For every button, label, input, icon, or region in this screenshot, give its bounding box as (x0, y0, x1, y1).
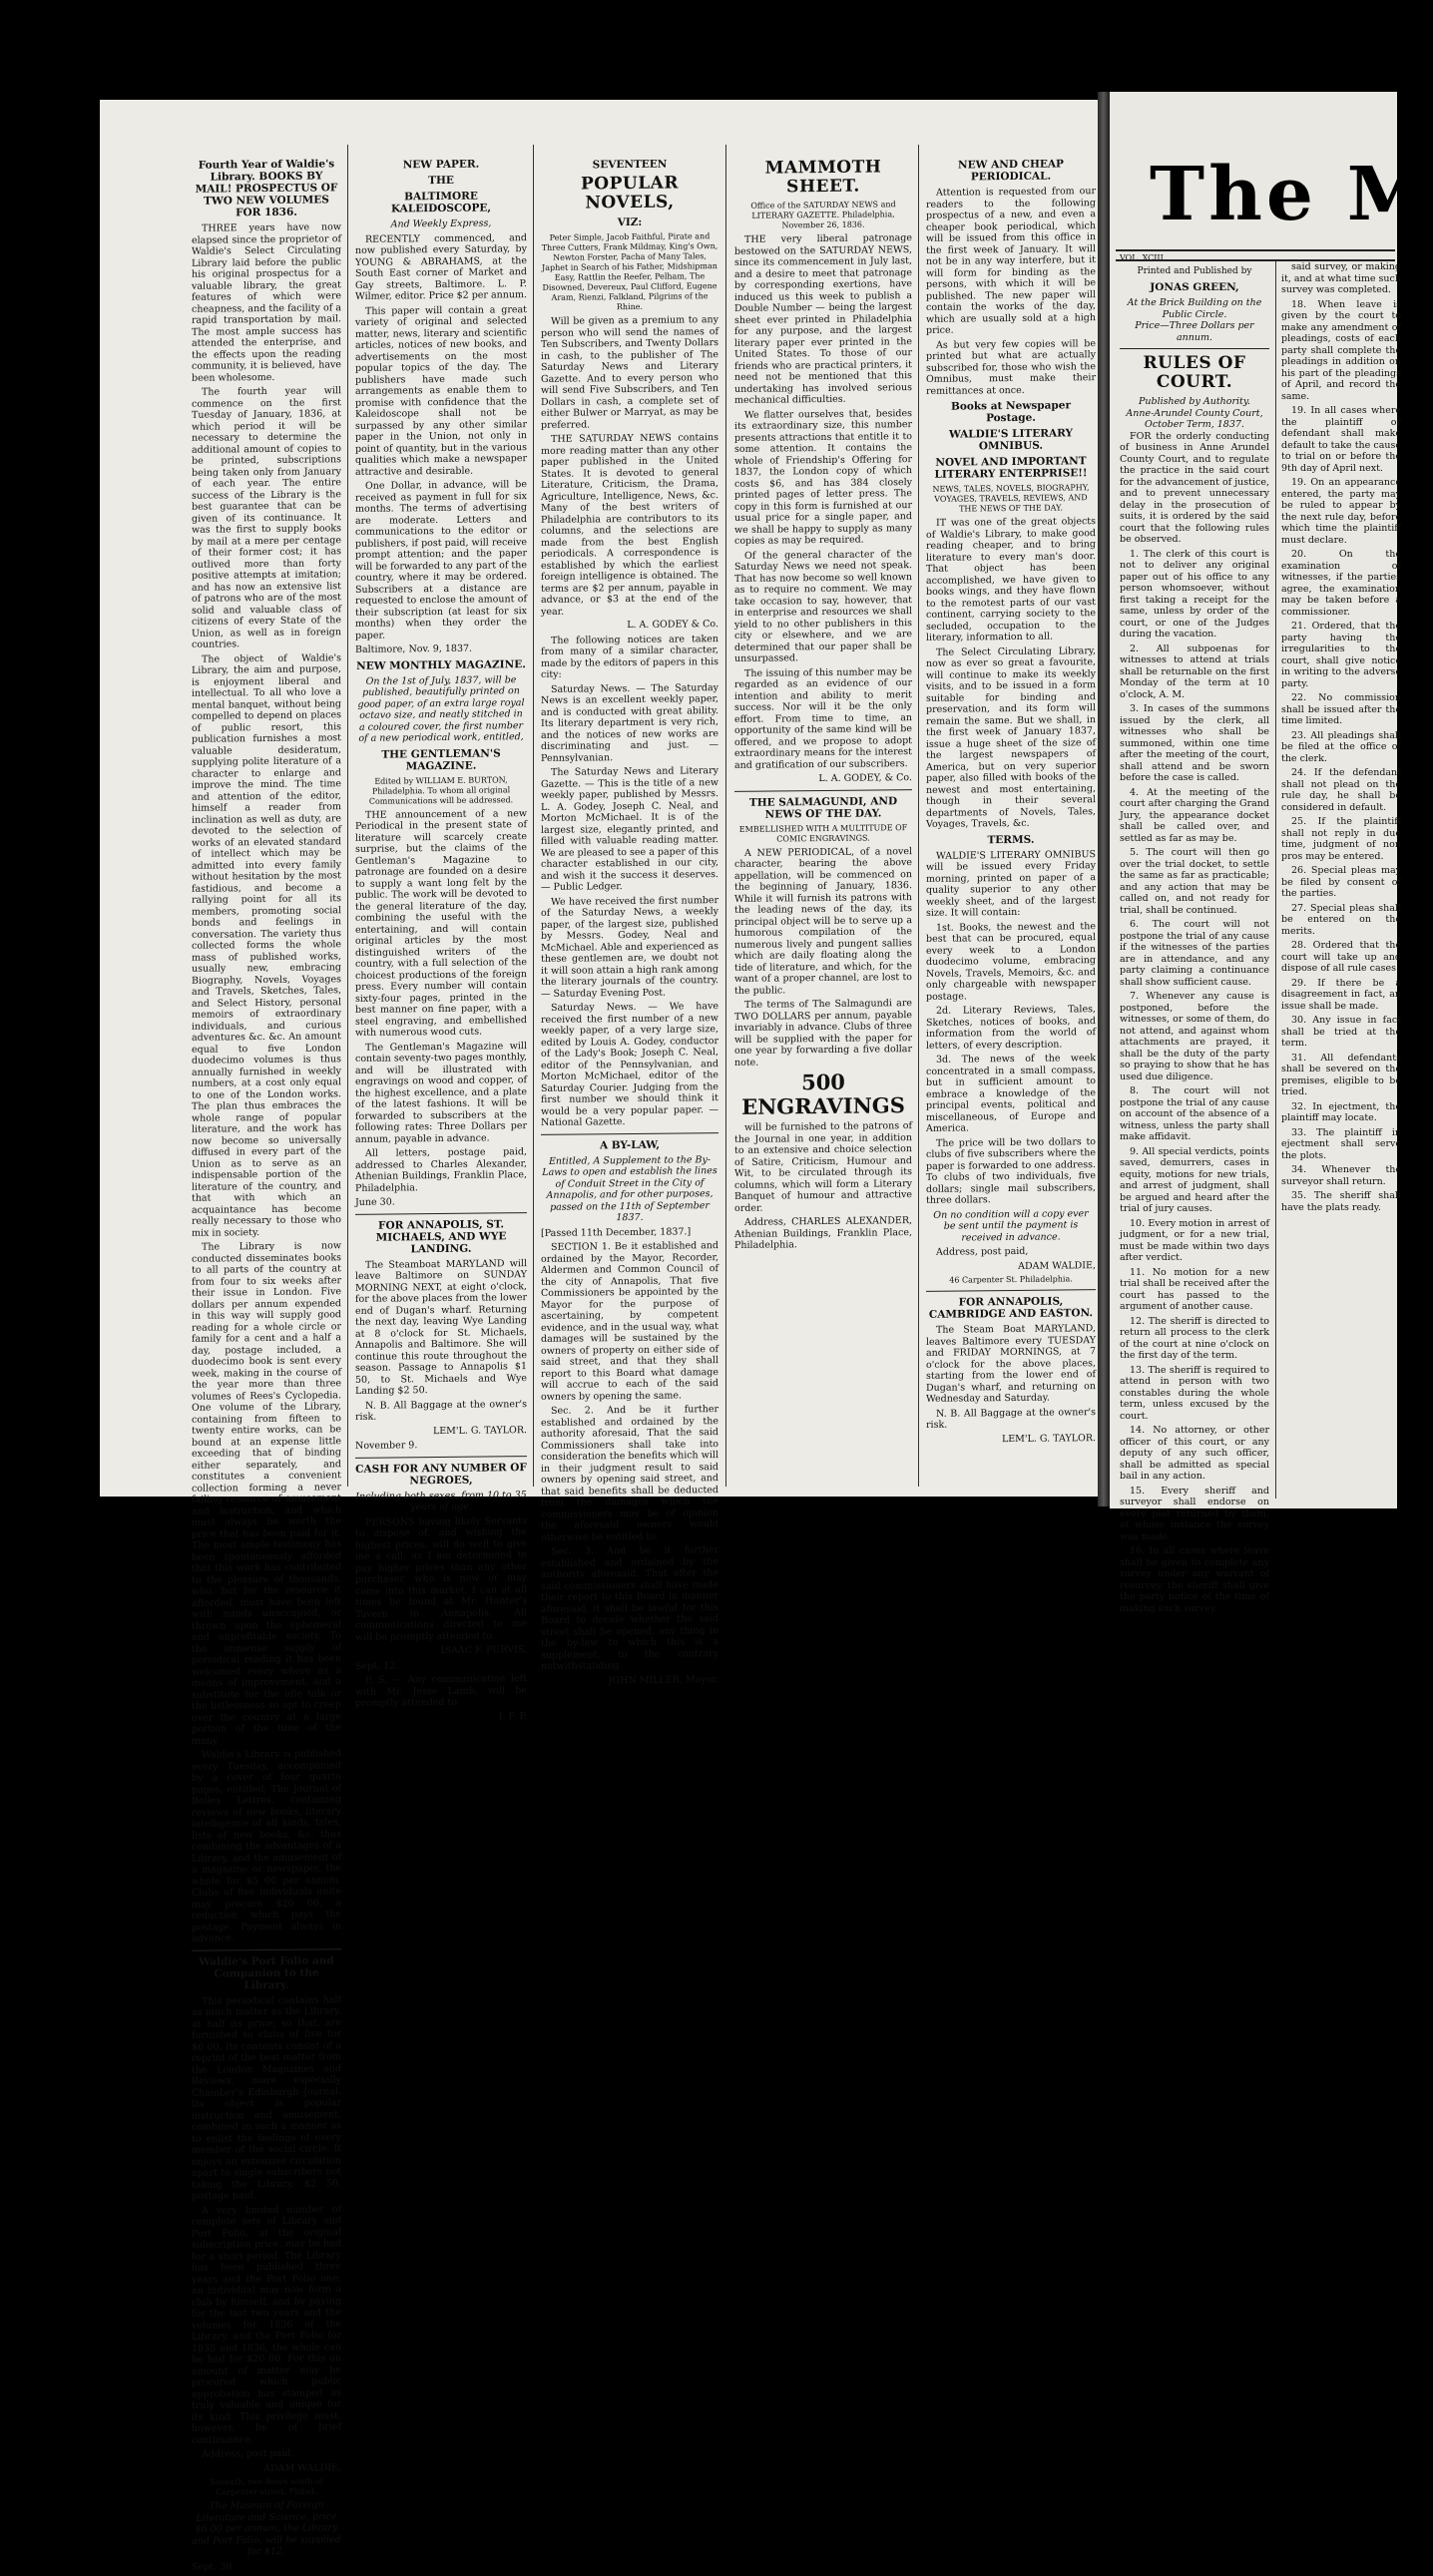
rules-list (1120, 431, 1269, 1615)
signature: L. A. GODEY, & Co. (818, 772, 912, 785)
column-5 (926, 154, 1096, 1449)
paragraph: IT was one of the great objects of Waldie's Library, to make good reading cheaper, and to bring literature to every man's door. That object has been accomplished, we have given to books wings, and they have flown to the remotest parts of our vast continent, carrying society to the secluded, occupation to the literary, information to all. (926, 516, 1096, 644)
paragraph: The object of Waldie's Library, the aim and purpose, is enjoyment liberal and intellectual. To all who love a mental banquet, without being compelled to depend on places of public resort, this publication furnishes a most valuable desideratum, supplying polite literature of a character to enlarge and improve the mind. The time and attention of the editor, himself a reader from inclination as well as duty, are devoted to the selection of works of an elevated standard of intellect which may be admitted into every family without hesitation by the most fastidious, and become a rallying point for all its members, promoting social bonds and feelings in conversation. The variety thus collected forms the whole mass of published works, usually new, embracing Biography, Novels, Voyages and Travels, Sketches, Tales, and Select History, personal memoirs of extraordinary individuals, and curious adventures &c. &c. An amount equal to five London duodecimo volumes is thus annually furnished in weekly numbers, at a cost only equal to one of the London works. The plan thus embraces the whole range of popular literature, and the work has now become so universally diffused in every part of the Union as to serve as an indispensable portion of the literature of the country, and that with which an acquaintance has become really necessary to those who mix in society. (192, 651, 341, 1239)
divider (926, 1289, 1096, 1292)
signature: LEM'L. G. TAYLOR. (432, 1424, 527, 1437)
dateline: Baltimore, Nov. 9, 1837. (355, 643, 473, 655)
dateline: Sept. 30 (192, 2560, 233, 2573)
small-caption: NEWS, TALES, NOVELS, BIOGRAPHY, VOYAGES, TRAVELS, REVIEWS, AND THE NEWS OF THE DAY. (932, 483, 1090, 514)
column-rule (725, 145, 726, 1487)
paragraph: A NEW PERIODICAL, of a novel character, bearing the above appellation, will be commenced on the beginning of January, 1836. While it will furnish its patrons with the leading news of the day, its principal object will be to serve up a humorous compilation of the numerous lively and pungent sallies which are daily floating along the tide of literature, and which, for the want of a proper channel, are lost to the public. (734, 845, 912, 997)
court-rule: 11. No motion for a new trial shall be received after the court has passed to the argument of another cause. (1120, 1266, 1269, 1312)
paragraph: 1st. Books, the newest and the best that can be procured, equal every week to a London duodecimo volume, embracing Novels, Travels, Memoirs, &c. and only chargeable with newspaper postage. (926, 920, 1096, 1003)
court-rule: 21. Ordered, that the party having the irregularities to the court, shall give notice in writing to the adverse party. (1281, 621, 1401, 689)
headline: VIZ: (617, 215, 643, 229)
court-rule: 7. Whenever any cause is postponed, before the witnesses, or some of them, do not attend, and against whom attachments are prayed, it shall be the duty of the party so praying to show that he has used due diligence. (1120, 991, 1269, 1082)
rules-continued-column (1281, 261, 1401, 1216)
court-rule: 20. On the examination of witnesses, if the parties agree, the examination may be taken before a commissioner. (1281, 549, 1401, 618)
court-term-line: Anne-Arundel County Court, October Term, 1837. (1126, 407, 1263, 430)
court-rule: 8. The court will not postpone the trial of any cause on account of the absence of a witness, unless the party shall make affidavit. (1120, 1085, 1269, 1142)
column-rule (918, 145, 919, 1487)
paragraph: Sec. 2. And be it further established and ordained by the authority aforesaid, That the said Commissioners shall take into consideration the benefits which will in their judgment result to said owners by opening said street, and that said benefits shall be deducted from the damages which the commissioners may be of opinion the aforesaid owners would otherwise be entitled to. (541, 1404, 718, 1543)
italic-notice: The Museum of Foreign Literature and Science, price $6 00 per annum, the Library and Port Folio, will be supplied for $12. (192, 2499, 341, 2558)
display-headline: 500 ENGRAVINGS (741, 1069, 905, 1119)
rules-of-court-column (1120, 261, 1269, 1617)
masthead: The M (1150, 152, 1433, 237)
imprint-line: Printed and Published by (1137, 266, 1252, 276)
headline: Fourth Year of Waldie's Library. BOOKS BY MAIL! PROSPECTUS OF TWO NEW VOLUMES FOR 1836. (195, 158, 338, 219)
italic-notice: Entitled, A Supplement to the By-Laws to open and establish the lines of Conduit Street in the City of Annapolis, and for other purposes, passed on the 11th of September 1837. (542, 1153, 717, 1224)
column-1 (192, 154, 341, 2576)
divider (1120, 348, 1269, 349)
court-rule: 22. No commission shall be issued after the time limited. (1281, 692, 1401, 726)
paragraph: A very limited number of complete sets of Library and Port Folio, at the original subscription price, may be had for a short period. The Library has been published three years and the Port Folio one; an individual may now form a club by himself, and by paying for the last two years and the volumes for 1836 of the Library, and the Port Folio for 1835 and 1836, the whole can be had for $20 00. For this an amount of matter may be procured which public approbation has stamped as truly valuable and unique for its kind. This privilege must, however, be of brief continuance. (192, 2203, 341, 2446)
court-rule: 24. If the defendant shall not plead on the rule day, he shall be considered in default. (1281, 767, 1401, 813)
paragraph: The Saturday News and Literary Gazette. — This is the title of a new weekly paper, published by Messrs. L. A. Godey, Joseph C. Neal, and Morton McMichael. It is of the largest size, elegantly printed, and filled with valuable reading matter. We are pleased to see a paper of this character established in our city, and wish it the success it deserves. — Public Ledger. (541, 765, 718, 893)
court-rule: 1. The clerk of this court is not to deliver any original paper out of his office to any person whomsoever, without first taking a receipt for the same, unless by order of the court, or one of the Judges during the vacation. (1120, 548, 1269, 640)
paragraph: Sec. 3. And be it further established and ordained by the authority aforesaid, That after the said commissioners shall have made their report to this Board in manner aforesaid, it shall be lawful for this Board to decide whether the said street shall be opened, any thing in the by-law to which this is a supplement, to the contrary notwithstanding. (541, 1544, 718, 1672)
paragraph: SECTION 1. Be it established and ordained by the Mayor, Recorder, Aldermen and Common Council of the city of Annapolis, That five Commissioners be appointed by the Mayor for the purpose of ascertaining, by competent evidence, and in the usual way, what damages will be sustained by the owners of property on either side of said street, and that they shall report to this Board what damage will accrue to each of the said owners by opening the same. (541, 1240, 718, 1403)
court-rule: 33. The plaintiff in ejectment shall serve the plots. (1281, 1126, 1401, 1161)
court-rule: 32. In ejectment, the plaintiff may locate. (1281, 1100, 1401, 1123)
divider (192, 1948, 341, 1951)
signature: ADAM WALDIE, (1018, 1259, 1096, 1272)
italic-notice: And Weekly Express, (390, 217, 492, 230)
court-rule: 4. At the meeting of the court after charging the Grand Jury, the appearance docket shall be called over, and settled as far as may be. (1120, 786, 1269, 844)
column-rule (347, 145, 348, 1487)
headline: THE SALMAGUNDI, AND NEWS OF THE DAY. (748, 794, 898, 821)
dateline: [Passed 11th December, 1837.] (541, 1225, 692, 1239)
paragraph: The fourth year will commence on the first Tuesday of January, 1836, at which period it will be necessary to determine the additional amount of copies to be printed, subscriptions being taken only from January of each year. The entire success of the Library is the best guarantee that can be given of its continuance. It was the first to supply books by mail at a mere per centage of their former cost; it has outlived more than forty positive attempts at imitation; and has now an extensive list of patrons who are of the most solid and valuable class of citizens of every State of the Union, as well as in foreign countries. (192, 385, 341, 650)
dateline: Sept. 12. (355, 1659, 399, 1672)
divider (541, 1132, 718, 1135)
signature: ADAM WALDIE, (263, 2461, 341, 2474)
court-rule: 15. Every sheriff and surveyor shall endorse on every plat returned by them, at whose instance the survey was made. (1120, 1485, 1269, 1542)
court-rule: 34. Whenever the surveyor shall return. (1281, 1164, 1401, 1187)
column-2 (355, 154, 527, 1727)
dateline: November 9. (355, 1440, 418, 1452)
headline: NEW PAPER. (402, 158, 480, 172)
paragraph: The Gentleman's Magazine will contain seventy-two pages monthly, and will be illustrated with engravings on wood and copper, of the highest excellence, and a plate of the latest fashions. It will be forwarded to subscribers at the following rates: Three Dollars per annum, payable in advance. (355, 1040, 527, 1145)
signature: JOHN MILLER, Mayor. (608, 1673, 718, 1686)
paragraph: Attention is requested from our readers to the following prospectus of a new, and even a cheaper book periodical, which will be issued from this office in the first week of January. It will not be in any way interfere, but it will form for binding as the persons, with which it will be published. The new paper will contain the works of the day, which are usually sold at a high price. (926, 186, 1096, 336)
column-4 (734, 154, 912, 1254)
paragraph: The terms of The Salmagundi are TWO DOLLARS per annum, payable invariably in advance. Clubs of three will be supplied with the paper for one year by forwarding a five dollar note. (734, 998, 912, 1069)
paragraph: This periodical contains half as much matter as the Library, at half its price; so that, are furnished to clubs of five for $6 00. Its contents consist of a reprint of the best matter from the London Magazines and Reviews, more especially Chamber's Edinburgh Journal. Its object is popular instruction and amusement, combined in such a manner as to enlist the feelings of every member of the social circle. It enjoys an extensive circulation apart to single subscribers not taking the Library, $2 50, postage paid. (192, 1993, 341, 2202)
paragraph: The Library is now conducted disseminates books to all parts of the country at from four to six weeks after their issue in London. Five dollars per annum expended in this way will supply good reading for a whole circle or family for a cent and a half a day, postage included, a duodecimo book is sent every week, making in the course of the year more than three volumes of Rees's Cyclopedia. One volume of the Library, containing from fifteen to twenty entire works, can be bound at an expense little exceeding that of binding either separately, and constitutes a convenient collection forming a never failing resource of amusement and instruction, and which must always be worth the price that has been paid for it. The most ample testimony has been spontaneously afforded that this work has contributed to the pleasure of thousands, who, but for the resource it afforded, must have been left with minds unoccupied, or thrown upon the ephemeral and unprofitable society. To the immense supply of periodical reading it has been welcomed every where as a means of improvement, and a substitute for the idle talk or the listlessness so apt to creep over the country at a large portion of the time of the many. (192, 1240, 341, 1747)
column-rule (1275, 261, 1276, 1499)
paragraph: Saturday News. — The Saturday News is an excellent weekly paper, and is conducted with great ability. Its literary department is very rich, and the notices of new works are discriminating and just. — Pennsylvanian. (541, 681, 718, 764)
headline: POPULAR NOVELS, (581, 173, 679, 214)
paragraph: Waldie's Library is published every Tuesday, accompanied by a cover of four quarto pages, entitled, The Journal of Belles Lettres, containing reviews of new books, literary intelligence of all kinds, tales, lists of new books, &c. thus combining the advantages of a Library, and the amusement of a magazine or newspaper, the whole for $5 00 per annum. Clubs of five individuals unite may procure $20 00, a reduction which pays the postage. Payment always in advance. (192, 1748, 341, 1944)
court-rule: 28. Ordered that the court will take up and dispose of all rule cases. (1281, 940, 1401, 974)
paragraph: N. B. All Baggage at the owner's risk. (926, 1406, 1096, 1431)
paragraph: We flatter ourselves that, besides its extraordinary size, this number presents attractions that entitle it to some attention. It contains the whole of Friendship's Offering for 1837, the London copy of which costs $6, and has 384 closely printed pages of letter press. The copy in this form is furnished at our usual price for a single paper, and we shall be happy to supply as many copies as may be required. (734, 407, 912, 547)
paragraph: RECENTLY commenced, and now published every Saturday, by YOUNG & ABRAHAMS, at the South East corner of Market and Gay streets, Baltimore. L. P. Wilmer, editor. Price $2 per annum. (355, 231, 528, 302)
court-rule: 26. Special pleas may be filed by consent of the parties. (1281, 865, 1401, 899)
paragraph: This paper will contain a great variety of original and selected matter, news, literary and scientific articles, notices of new books, and advertisements on the most popular topics of the day. The publishers have made such arrangements as enable them to promise with confidence that the Kaleidoscope shall not be surpassed by any other similar paper in the Union, not only in point of quantity, but in the various qualities which make a newspaper attractive and desirable. (355, 303, 527, 478)
headline: Waldie's Port Folio and Companion to the Library. (199, 1953, 334, 1991)
court-rule: 14. No attorney, or other officer of this court, or any deputy of any such officer, shall be admitted as special bail in any action. (1120, 1425, 1269, 1482)
divider (355, 1456, 527, 1459)
paragraph: will be furnished to the patrons of the Journal in one year, in addition to an extensive and choice selection of Satire, Criticism, Humour and Wit, to be circulated through its columns, which will form a Literary Banquet of humour and attractive order. (734, 1120, 912, 1214)
paragraph: Saturday News. — We have received the first number of a new weekly paper, of a very large size, edited by Louis A. Godey, conductor of the Lady's Book; Joseph C. Neal, editor of the Pennsylvanian, and Morton McMichael, editor of the Saturday Courier. Judging from the first number we should think it would be a very popular paper. — National Gazette. (541, 1001, 718, 1128)
headline: NEW MONTHLY MAGAZINE. (356, 657, 526, 672)
court-rule: 10. Every motion in arrest of judgment, or for a new trial, must be made within two days after verdict. (1120, 1217, 1269, 1263)
rules-title: RULES OF COURT. (1143, 353, 1246, 392)
paragraph: The price will be two dollars to clubs of five subscribers where the paper is forwarded to one address. To clubs of two individuals, five dollars; single mail subscribers, three dollars. (926, 1135, 1096, 1206)
subscription-price: Price—Three Dollars per annum. (1135, 320, 1254, 343)
small-caption: Seventh, two doors south of Carpenter street, Philad. (210, 2476, 323, 2497)
small-caption: Office of the SATURDAY NEWS and LITERARY GAZETTE. Philadelphia, November 26, 1836. (750, 200, 896, 230)
signature: ISAAC F. PURVIS. (440, 1644, 527, 1657)
headline: A BY-LAW, (599, 1138, 661, 1151)
dateline: June 30. (355, 1196, 395, 1208)
court-rule: 25. If the plaintiff shall not reply in due time, judgment of non pros may be entered. (1281, 816, 1401, 862)
headline: NEW AND CHEAP PERIODICAL. (958, 158, 1064, 184)
headline: WALDIE'S LITERARY OMNIBUS. (948, 427, 1073, 453)
small-caption: 46 Carpenter St. Philadelphia. (949, 1274, 1073, 1285)
paragraph: P. S. — Any communication left with Mr. Jesse Lamb, will be promptly attended to. (355, 1673, 527, 1709)
paragraph: Will be given as a premium to any person who will send the names of Ten Subscribers, and Twenty Dollars in cash, to the publisher of The Saturday News and Literary Gazette. And to every person who will send Five Subscribers, and Ten Dollars in cash, a complete set of either Bulwer or Marryat, as may be preferred. (541, 314, 718, 431)
court-rule: 13. The sheriff is required to attend in person with two constables during the whole term, unless excused by the court. (1120, 1364, 1269, 1422)
headline: BALTIMORE KALEIDOSCOPE, (390, 190, 492, 215)
headline: CASH FOR ANY NUMBER OF NEGROES, (355, 1461, 527, 1487)
paragraph: THE SATURDAY NEWS contains more reading matter than any other paper published in the United States. It is devoted to general Literature, Criticism, the Drama, Agriculture, Intelligence, News, &c. Many of the best writers of Philadelphia are contributors to its columns, and the selections are made from the best English periodicals. A correspondence is established by which the earliest foreign intelligence is obtained. The terms are $2 per annum, payable in advance, or $3 at the end of the year. (541, 432, 718, 618)
court-rule: 29. If there be a disagreement in fact, an issue shall be made. (1281, 977, 1401, 1012)
column-rule (533, 145, 534, 1487)
paragraph: The Steam Boat MARYLAND, leaves Baltimore every TUESDAY and FRIDAY MORNINGS, at 7 o'clock for the above places, starting from the lower end of Dugan's wharf, and returning on Wednesday and Saturday. (926, 1323, 1096, 1405)
signature: L. A. GODEY & Co. (627, 619, 718, 632)
paragraph: The Select Circulating Library, now as ever so great a favourite, will continue to make its weekly visits, and to be issued in a form suitable for binding and preservation, and its form will remain the same. But we shall, in the first week of January 1837, issue a huge sheet of the size of the largest newspapers of America, but on very superior paper, also filled with books of the newest and most entertaining, though in their several departments of Novels, Tales, Voyages, Travels, &c. (926, 644, 1096, 830)
paragraph: The issuing of this number may be regarded as an evidence of our intention and ability to merit success. Nor will it be the only effort. From time to time, an opportunity of the same kind will be offered, and we propose to adopt extraordinary means for the interest and gratification of our subscribers. (734, 665, 912, 771)
paragraph: 3d. The news of the week concentrated in a small compass, but in sufficient amount to embrace a knowledge of the principal events, political and miscellaneous, of Europe and America. (926, 1053, 1096, 1134)
divider (734, 789, 912, 792)
small-caption: Edited by WILLIAM E. BURTON, Philadelphia. To whom all original Communications will be addressed. (368, 774, 514, 806)
italic-notice: Including both sexes, from 10 to 35 years of age. (355, 1489, 527, 1513)
court-rule: 27. Special pleas shall be entered on the merits. (1281, 902, 1401, 937)
court-rule: 31. All defendants shall be severed on the premises, eligible to be tried. (1281, 1052, 1401, 1097)
publisher-name: JONAS GREEN, (1150, 281, 1239, 293)
book-spine (1098, 92, 1110, 1506)
paragraph: THE announcement of a new Periodical in the present state of literature will scarcely create surprise, but the claims of the Gentleman's Magazine to patronage are founded on a desire to supply a want long felt by the public. The work will be devoted to the general literature of the day, combining the useful with the entertaining, and will contain original articles by the most distinguished writers of the country, with a full selection of the choicest productions of the foreign press. Every number will contain sixty-four pages, printed in the best manner on fine paper, with a steel engraving, and embellished with numerous wood cuts. (355, 807, 527, 1039)
column-3 (541, 154, 718, 1690)
court-rule: 2. All subpoenas for witnesses to attend at trials shall be returnable on the first Monday of the term at 10 o'clock, A. M. (1120, 643, 1269, 700)
signature: LEM'L. G. TAYLOR. (1001, 1432, 1096, 1445)
paragraph: The Steamboat MARYLAND will leave Baltimore on SUNDAY MORNING NEXT, at eight o'clock, for the above places from the lower end of Dugan's wharf. Returning the next day, leaving Wye Landing at 8 o'clock for St. Michaels, Annapolis and Baltimore. She will continue this route throughout the season. Passage to Annapolis $1 50, to St. Michaels and Wye Landing $2 50. (355, 1257, 527, 1397)
italic-notice: On no condition will a copy ever be sent until the payment is received in advance. (933, 1207, 1089, 1244)
paragraph: WALDIE'S LITERARY OMNIBUS will be issued every Friday morning, printed on paper of a quality superior to any other weekly sheet, and of the largest size. It will contain: (926, 848, 1096, 919)
headline: THE (428, 174, 454, 188)
headline: SEVENTEEN (592, 158, 668, 172)
masthead-rule (1116, 249, 1395, 251)
signature: I. F. P. (498, 1710, 527, 1722)
paragraph: Address, post paid, (202, 2447, 294, 2460)
paragraph: Address, CHARLES ALEXANDER, Athenian Buildings, Franklin Place, Philadelphia. (734, 1215, 912, 1251)
volume-number: VOL. XCIII. (1120, 253, 1167, 262)
court-rule: 23. All pleadings shall be filed at the office of the clerk. (1281, 729, 1401, 764)
headline: NOVEL AND IMPORTANT LITERARY ENTERPRISE!! (934, 455, 1088, 481)
court-rule: 12. The sheriff is directed to return all process to the clerk of the court at nine o'clock on the first day of the term. (1120, 1315, 1269, 1361)
paragraph: Address, post paid, (936, 1245, 1029, 1258)
paragraph: As but very few copies will be printed but what are actually subscribed for, those who wish the Omnibus, must make their remittances at once. (926, 337, 1096, 397)
court-rule: 3. In cases of the summons issued by the clerk, all witnesses who shall be summoned, within one time after the meeting of the court, shall attend and be sworn before the case is called. (1120, 703, 1269, 783)
headline: TERMS. (987, 833, 1035, 846)
paragraph: THREE years have now elapsed since the proprietor of Waldie's Select Circulating Library laid before the public his original prospectus for a valuable library, the great features of which were cheapness, and the facility of a rapid transportation by mail. The most ample success has attended the enterprise, and the effects upon the reading community, it is believed, have been wholesome. (192, 221, 341, 384)
paragraph: THE very liberal patronage bestowed on the SATURDAY NEWS, since its commencement in July last, and a desire to meet that patronage by corresponding exertions, have induced us this week to publish a Double Number — being the largest sheet ever printed in Philadelphia for any purpose, and the largest literary paper ever printed in the United States. To those of our friends who are practical printers, it need not be mentioned that this undertaking has involved serious mechanical difficulties. (734, 232, 912, 406)
paragraph: We have received the first number of the Saturday News, a weekly paper, of the largest size, published by Messrs. Godey, Neal and McMichael. Able and experienced as these gentlemen are, we doubt not it will soon attain a high rank among the literary journals of the country. — Saturday Evening Post. (541, 894, 718, 1000)
court-rule: said survey, or making it, and at what time such survey was completed. (1281, 261, 1401, 295)
newspaper-page-right (1110, 92, 1433, 1614)
rules-subtitle: Published by Authority. (1138, 396, 1250, 407)
court-rule: 6. The court will not postpone the trial of any cause if the witnesses of the parties are in attendance, and any party claiming a continuance shall show sufficient cause. (1120, 919, 1269, 988)
newspaper-page-left (100, 100, 1098, 2573)
headline: FOR ANNAPOLIS, ST. MICHAELS, AND WYE LANDING. (375, 1217, 507, 1255)
headline: Books at Newspaper Postage. (951, 399, 1071, 425)
paragraph: One Dollar, in advance, will be received as payment in full for six months. The terms of advertising are moderate. Letters and communications to the editor or publishers, if post paid, will receive prompt attention; and the paper will be forwarded to any part of the country, where it may be ordered. Subscribers at a distance are requested to enclose the amount of their subscription (at least for six months) when they order the paper. (355, 479, 527, 642)
court-rule: 19. In all cases where the plaintiff or defendant shall make default to take the cause to trial on or before the 9th day of April next. (1281, 405, 1401, 474)
imprint-address: At the Brick Building on the Public Circle. (1127, 297, 1262, 320)
paragraph: 2d. Literary Reviews, Tales, Sketches, notices of books, and information from the world of letters, of every description. (926, 1004, 1096, 1052)
paragraph: All letters, postage paid, addressed to Charles Alexander, Athenian Buildings, Franklin Place, Philadelphia. (355, 1146, 527, 1194)
divider (355, 1212, 527, 1215)
headline: FOR ANNAPOLIS, CAMBRIDGE AND EASTON. (928, 1295, 1094, 1321)
paragraph: The following notices are taken from many of a similar character, made by the editors of papers in this city: (541, 633, 718, 680)
court-rule: FOR the orderly conducting of business in Anne Arundel County Court, and to regulate the practice in the said court for the advancement of justice, and to prevent unnecessary delay in the prosecution of suits, it is ordered by the said court that the following rules be observed. (1120, 430, 1269, 545)
court-rule: 30. Any issue in fact shall be tried at the term. (1281, 1015, 1401, 1049)
court-rule: 18. When leave is given by the court to make any amendment of pleadings, costs of each party shall complete the pleadings in addition on his part of the pleadings of April, and record the same. (1281, 298, 1401, 402)
court-rule: 5. The court will then go over the trial docket, to settle the same as far as practicable; and any action that may be called on, and not ready for trial, shall be continued. (1120, 847, 1269, 916)
small-caption: EMBELLISHED WITH A MULTITUDE OF COMIC ENGRAVINGS. (738, 822, 908, 843)
court-rule: 16. In all cases where leave shall be given to complete any survey under any warrant of resurvey, the sheriff shall give the party notice of the time of making such survey. (1120, 1545, 1269, 1614)
paragraph: PERSONS having likely Servants to dispose of, and wishing the highest prices, will do well to give me a call, as I am determined to pay higher prices than any other purchaser, who is now or may come into this market. I can at all times be found at Mr. Hunter's Tavern in Annapolis. All communications directed to me will be promptly attended to. (355, 1514, 527, 1643)
court-rule: 19. On an appearance entered, the party may be ruled to appear by the next rule day, before which time the plaintiff must declare. (1281, 477, 1401, 546)
court-rule: 9. All special verdicts, points saved, demurrers, cases in equity, motions for new trials, and arrest of judgment, shall be argued and heard after the trial of jury causes. (1120, 1145, 1269, 1214)
court-rule: 35. The sheriff shall have the plats ready. (1281, 1190, 1401, 1213)
paragraph: N. B. All Baggage at the owner's risk. (355, 1398, 527, 1423)
small-caption: Peter Simple, Jacob Faithful, Pirate and Three Cutters, Frank Mildmay, King's Own, Newton Forster, Pacha of Many Tales, Japhet in Search of his Father, Midshipman Easy, Rattlin the Reefer, Pelham, The Disowned, Devereux, Paul Clifford, Eugene Aram, Rienzi, Falkland, Pilgrims of the Rhine. (541, 231, 718, 312)
paragraph: Of the general character of the Saturday News we need not speak. That has now become so well known as to require no comment. We may take occasion to say, however, that in enterprise and resources we shall yield to no other publishers in this city or elsewhere, and we are determined that our paper shall be unsurpassed. (734, 548, 912, 664)
italic-notice: On the 1st of July, 1837, will be published, beautifully printed on good paper, of an extra large royal octavo size, and neatly stitched in a coloured cover, the first number of a new periodical work, entitled, (357, 673, 525, 744)
headline: MAMMOTH SHEET. (764, 157, 882, 198)
headline: THE GENTLEMAN'S MAGAZINE. (381, 746, 501, 772)
